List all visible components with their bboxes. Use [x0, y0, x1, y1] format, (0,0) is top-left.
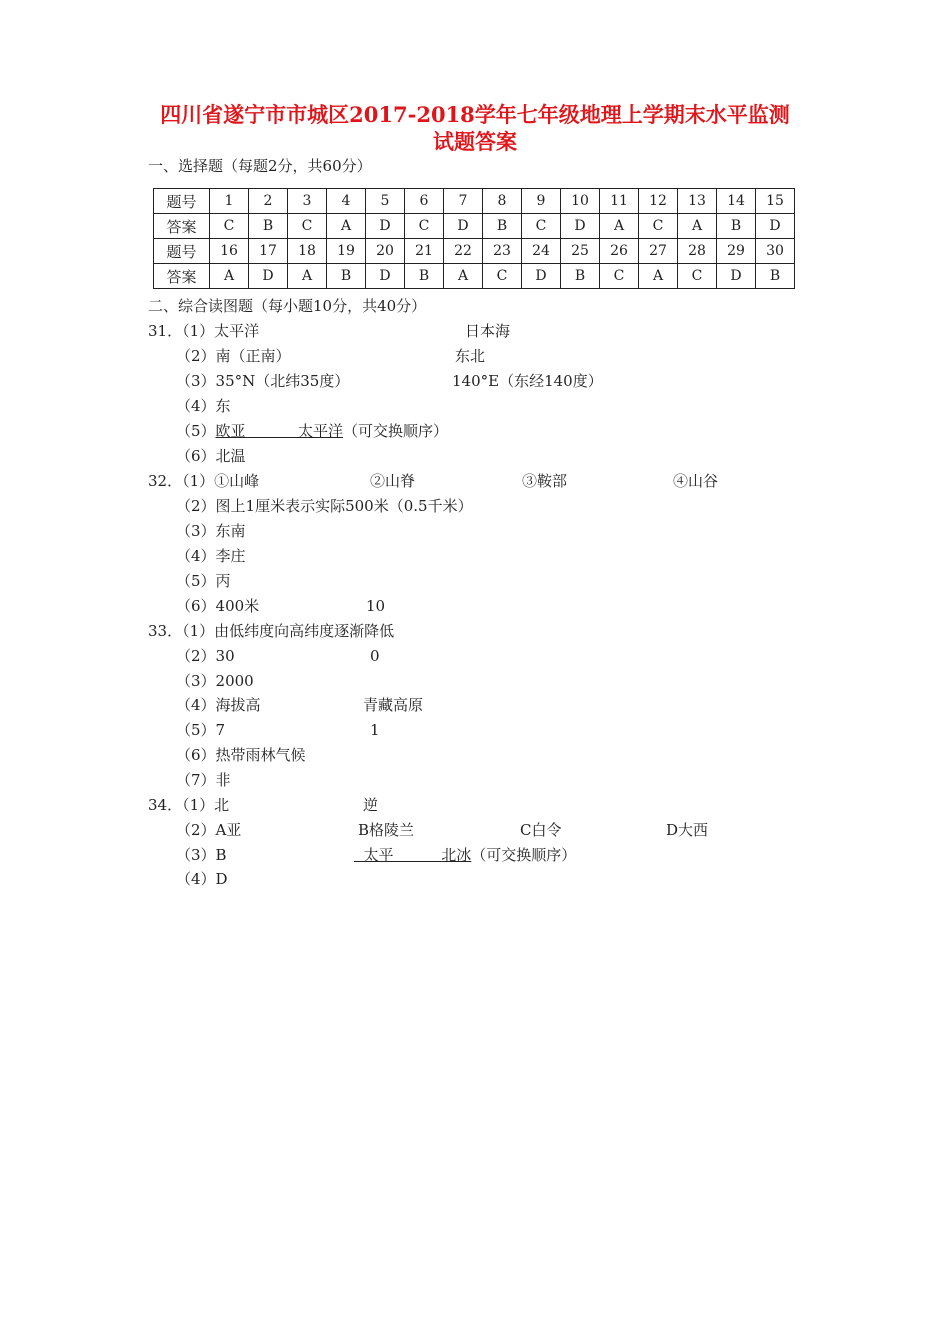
q34-line3: [354, 845, 576, 865]
q34-line3-note: （可交换顺序）: [471, 846, 577, 864]
q33-line4a: （4）海拔高: [176, 696, 261, 714]
q34-answer-underlined-1: 太平: [363, 846, 394, 864]
table-cell: 26: [600, 239, 639, 264]
q31-answer-underlined-2: 太平洋: [298, 422, 344, 440]
label-cell: 题号: [154, 239, 210, 264]
q31-line3b: 140°E（东经140度）: [452, 372, 603, 390]
q31-line6: （6）北温: [176, 447, 246, 465]
table-cell: C: [678, 264, 717, 289]
q31-answer-underlined-1: 欧亚: [215, 422, 246, 440]
table-cell: B: [561, 264, 600, 289]
q33-line4b: 青藏高原: [363, 696, 424, 714]
table-cell: C: [483, 264, 522, 289]
table-cell: B: [756, 264, 795, 289]
q34-line2c: C白令: [520, 821, 562, 839]
table-cell: C: [405, 214, 444, 239]
table-cell: 24: [522, 239, 561, 264]
q32-line2: （2）图上1厘米表示实际500米（0.5千米）: [176, 497, 473, 515]
q34-line2b: B格陵兰: [358, 821, 415, 839]
q31-line2b: 东北: [455, 347, 486, 365]
table-cell: B: [249, 214, 288, 239]
q31-line4: （4）东: [176, 397, 231, 415]
table-cell: 20: [366, 239, 405, 264]
q32-line6b: 10: [366, 597, 386, 615]
table-cell: 6: [405, 189, 444, 214]
table-row: [154, 214, 795, 239]
q33-line1: 33．（1）由低纬度向高纬度逐渐降低: [148, 622, 395, 640]
answer-table: [153, 188, 795, 289]
table-cell: D: [561, 214, 600, 239]
q32-line4: （4）李庄: [176, 547, 246, 565]
table-cell: 10: [561, 189, 600, 214]
q31-gap: [246, 422, 298, 440]
q31-line5-prefix: （5）: [176, 422, 216, 440]
q33-line5a: （5）7: [176, 721, 226, 739]
document-subtitle: 试题答案: [433, 129, 517, 154]
table-cell: D: [249, 264, 288, 289]
table-cell: D: [444, 214, 483, 239]
table-cell: 30: [756, 239, 795, 264]
table-cell: A: [639, 264, 678, 289]
q34-line2d: D大西: [666, 821, 709, 839]
table-cell: 22: [444, 239, 483, 264]
table-cell: 8: [483, 189, 522, 214]
q33-line2b: 0: [370, 647, 380, 665]
section-choice-heading: 一、选择题（每题2分，共60分）: [148, 157, 372, 175]
q32-line1b: ②山脊: [370, 472, 416, 490]
table-cell: 21: [405, 239, 444, 264]
label-cell: 答案: [154, 264, 210, 289]
table-row: [154, 239, 795, 264]
table-cell: B: [327, 264, 366, 289]
q32-line5: （5）丙: [176, 572, 231, 590]
table-cell: B: [717, 214, 756, 239]
table-cell: 16: [210, 239, 249, 264]
table-cell: B: [483, 214, 522, 239]
table-cell: A: [210, 264, 249, 289]
q34-line4: （4）D: [176, 870, 228, 888]
table-cell: A: [678, 214, 717, 239]
table-cell: 27: [639, 239, 678, 264]
q34-line1a: 34．（1）北: [148, 796, 230, 814]
table-cell: 11: [600, 189, 639, 214]
q33-line5b: 1: [370, 721, 380, 739]
label-cell: 答案: [154, 214, 210, 239]
table-cell: 25: [561, 239, 600, 264]
table-cell: D: [366, 264, 405, 289]
table-cell: 4: [327, 189, 366, 214]
table-cell: 13: [678, 189, 717, 214]
q33-line2a: （2）30: [176, 647, 235, 665]
table-cell: 17: [249, 239, 288, 264]
table-cell: D: [717, 264, 756, 289]
table-cell: A: [600, 214, 639, 239]
table-cell: D: [366, 214, 405, 239]
table-cell: C: [600, 264, 639, 289]
table-cell: 3: [288, 189, 327, 214]
table-cell: 5: [366, 189, 405, 214]
q33-line6: （6）热带雨林气候: [176, 746, 306, 764]
q34-gap-lead: [354, 846, 364, 864]
document-title: 四川省遂宁市市城区2017-2018学年七年级地理上学期末水平监测: [160, 102, 790, 127]
table-cell: 12: [639, 189, 678, 214]
q31-line1b: 日本海: [465, 322, 511, 340]
table-cell: D: [522, 264, 561, 289]
q32-line6a: （6）400米: [176, 597, 260, 615]
table-cell: 14: [717, 189, 756, 214]
q31-line2a: （2）南（正南）: [176, 347, 291, 365]
table-cell: 7: [444, 189, 483, 214]
table-cell: 18: [288, 239, 327, 264]
table-cell: 23: [483, 239, 522, 264]
table-cell: D: [756, 214, 795, 239]
table-cell: A: [288, 264, 327, 289]
table-cell: 29: [717, 239, 756, 264]
q31-line3a: （3）35°N（北纬35度）: [176, 372, 350, 390]
q31-line5-note: （可交换顺序）: [343, 422, 449, 440]
q34-line3a: （3）B: [176, 846, 227, 864]
q32-line1d: ④山谷: [673, 472, 719, 490]
q34-answer-underlined-2: 北冰: [441, 846, 472, 864]
table-cell: C: [210, 214, 249, 239]
table-row: [154, 264, 795, 289]
table-cell: 19: [327, 239, 366, 264]
q34-line1b: 逆: [363, 796, 379, 814]
q33-line7: （7）非: [176, 771, 231, 789]
table-cell: A: [444, 264, 483, 289]
table-cell: 15: [756, 189, 795, 214]
q33-line3: （3）2000: [176, 672, 254, 690]
table-cell: 2: [249, 189, 288, 214]
q31-line1a: 31．（1）太平洋: [148, 322, 260, 340]
q34-line2a: （2）A亚: [176, 821, 242, 839]
table-cell: 1: [210, 189, 249, 214]
table-cell: C: [288, 214, 327, 239]
q32-line1a: 32．（1）①山峰: [148, 472, 260, 490]
q31-line5: [176, 421, 448, 441]
section-reading-heading: 二、综合读图题（每小题10分，共40分）: [148, 297, 427, 315]
table-cell: C: [639, 214, 678, 239]
label-cell: 题号: [154, 189, 210, 214]
table-cell: 9: [522, 189, 561, 214]
table-cell: C: [522, 214, 561, 239]
table-row: [154, 189, 795, 214]
q32-line3: （3）东南: [176, 522, 246, 540]
q34-gap: [394, 846, 442, 864]
table-cell: A: [327, 214, 366, 239]
table-cell: B: [405, 264, 444, 289]
table-cell: 28: [678, 239, 717, 264]
q32-line1c: ③鞍部: [522, 472, 568, 490]
